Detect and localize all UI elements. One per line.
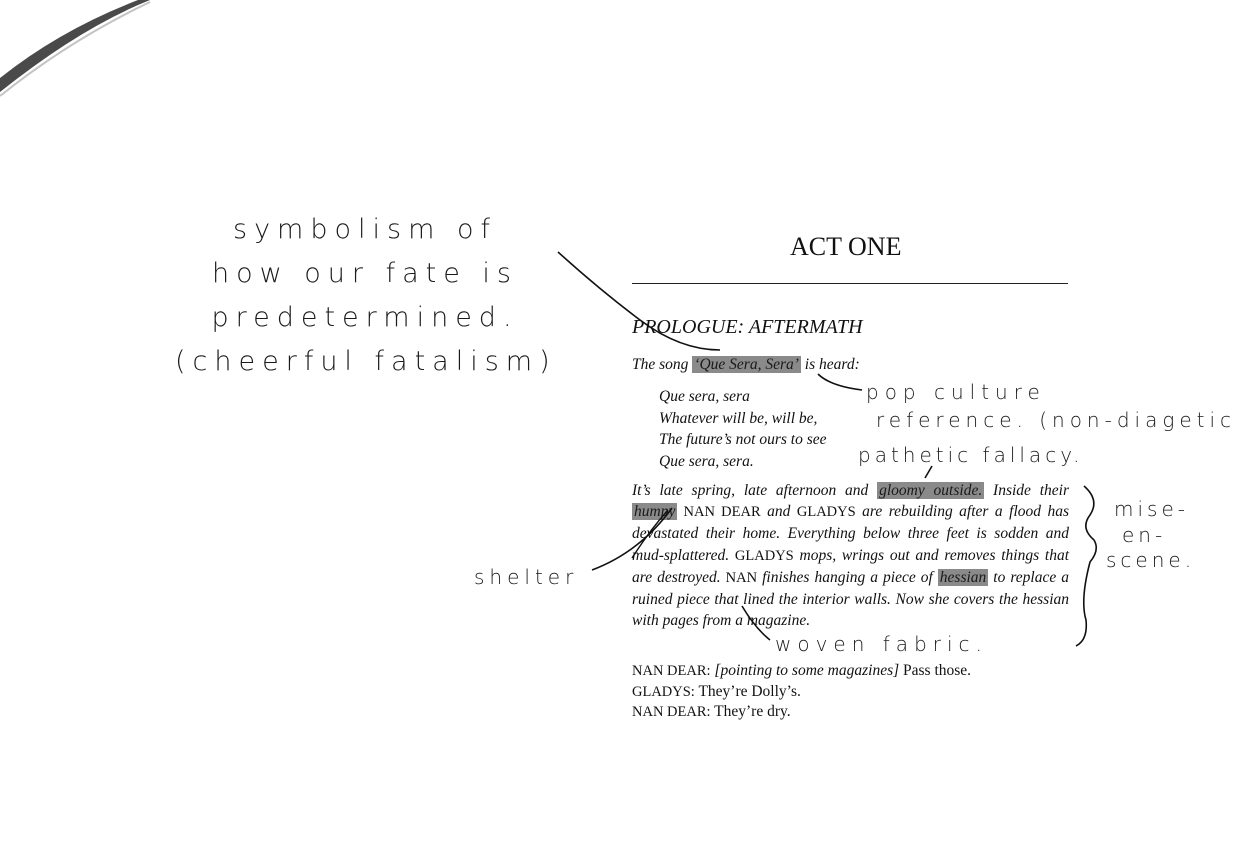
annotation-mise: mise- [1114, 497, 1189, 521]
stage-text: Inside their [984, 482, 1070, 499]
stage-text: to replace a ruined piece that lined the interior walls. Now she covers the hessian with pages from a magazine. [632, 568, 1069, 630]
annotation-shelter: shelter [474, 565, 579, 589]
highlight-humpy: humpy [634, 503, 676, 521]
margin-note-line-3: predetermined. [211, 302, 519, 333]
dialogue-text: Pass those. [899, 662, 972, 679]
stage-text: finishes hanging a piece of [757, 568, 938, 586]
annotation-scene: scene. [1106, 548, 1196, 572]
lyric-line: Whatever will be, will be, [659, 409, 818, 427]
lyric-line: The future’s not ours to see [659, 431, 827, 448]
annotation-pathetic-fallacy: pathetic fallacy. [858, 443, 1084, 467]
speaker-name: NAN DEAR: [632, 663, 711, 679]
character-name: GLADYS [734, 547, 794, 564]
intro-line [632, 356, 860, 374]
tick-pathetic [925, 466, 932, 478]
margin-note-line-1: symbolism of [233, 214, 497, 245]
character-name: NAN [725, 569, 758, 586]
speaker-name: GLADYS: [632, 683, 695, 700]
intro-after: is heard: [800, 356, 860, 373]
scan-corner-shadow [0, 0, 150, 100]
character-name: GLADYS [796, 504, 856, 521]
stage-direction [632, 480, 1069, 631]
dialogue-text: They’re Dolly’s. [694, 682, 801, 700]
brace-mise-en-scene [1076, 486, 1096, 646]
annotation-pop-culture: pop culture [866, 380, 1046, 404]
lyric-line: Que sera, sera [659, 388, 750, 405]
act-title: ACT ONE [790, 232, 902, 261]
dialogue-line [632, 682, 971, 703]
speaker-name: NAN DEAR: [632, 704, 711, 720]
annotation-woven-fabric: woven fabric. [775, 632, 988, 656]
highlight-hessian: hessian [939, 568, 987, 586]
annotation-en: en- [1122, 523, 1167, 547]
stage-text: and [760, 503, 797, 521]
highlight-gloomy-outside: gloomy outside. [879, 482, 983, 499]
stage-text: It’s late spring, late afternoon and [632, 482, 878, 499]
annotation-reference: reference. (non-diagetic [876, 408, 1236, 432]
dialogue-direction: [pointing to some magazines] [714, 662, 900, 679]
dialogue-line [632, 661, 971, 682]
dialogue-block [632, 661, 971, 723]
song-lyrics [659, 386, 827, 472]
margin-note-line-2: how our fate is [211, 258, 518, 289]
dialogue-text: They’re dry. [710, 703, 791, 720]
margin-note-line-4: (cheerful fatalism) [175, 346, 557, 377]
character-name: NAN DEAR [677, 504, 761, 521]
dialogue-line [632, 702, 971, 723]
margin-note-symbolism [175, 208, 555, 384]
highlight-que-sera: ‘Que Sera, Sera’ [694, 356, 799, 373]
act-title-rule [632, 283, 1068, 284]
stage-text: mops, wrings out and removes things that are destroyed. [632, 546, 1069, 586]
prologue-title: PROLOGUE: AFTERMATH [632, 316, 863, 338]
intro-before: The song [632, 356, 693, 373]
lyric-line: Que sera, sera. [659, 452, 754, 470]
stage-text: are rebuilding after a flood has devastated their home. Everything below three feet is sodden and mud-splattered. [632, 503, 1070, 564]
